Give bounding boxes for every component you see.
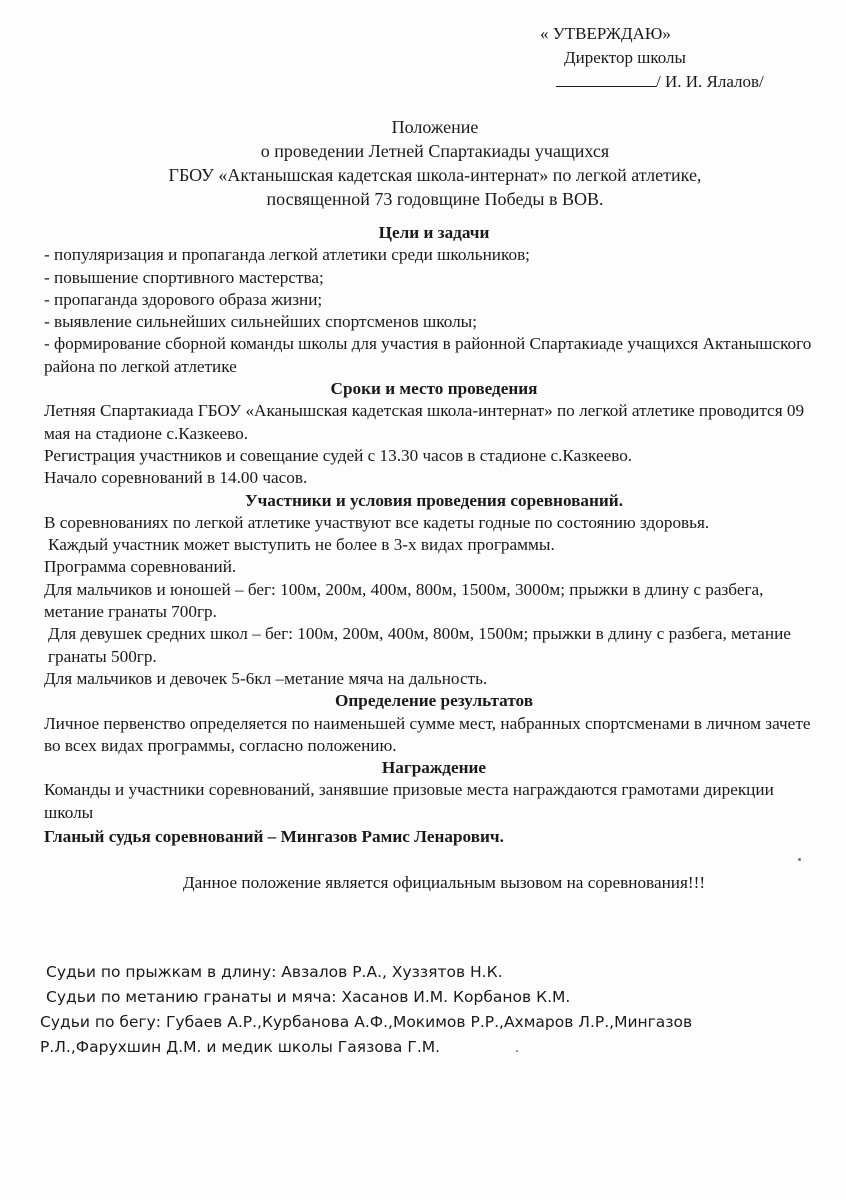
document-body xyxy=(44,222,824,895)
approval-signature xyxy=(530,70,764,94)
judges-running: Судьи по бегу: Губаев А.Р.,Курбанова А.Ф.,Мокимов Р.Р.,Ахмаров Л.Р.,Мингазов Р.Л.,Фарухшин Д.М. и медик школы Гаязова Г.М. xyxy=(40,1013,693,1056)
approval-name: / И. И. Ялалов/ xyxy=(656,72,764,91)
judges-long-jump: Судьи по прыжкам в длину: Авзалов Р.А., Хуззятов Н.К. xyxy=(46,963,503,981)
schedule-paragraph: Летняя Спартакиада ГБОУ «Аканышская кадетская школа-интернат» по легкой атлетике проводится 09 мая на стадионе с.Казкеево. xyxy=(44,401,805,443)
participants-paragraph: Для девушек средних школ – бег: 100м, 200м, 400м, 800м, 1500м; прыжки в длину с разбега, метание гранаты 500гр. xyxy=(48,624,791,666)
title-line-4: посвященной 73 годовщине Победы в ВОВ. xyxy=(266,189,604,209)
scan-speck xyxy=(516,1050,518,1052)
document-title xyxy=(40,115,830,211)
results-paragraph: Личное первенство определяется по наименьшей сумме мест, набранных спортсменами в личном зачете во всех видах программы, согласно положению. xyxy=(44,713,811,755)
section-heading-goals: Цели и задачи xyxy=(378,223,490,242)
awards-paragraph: Команды и участники соревнований, занявшие призовые места награждаются грамотами дирекции школы xyxy=(44,780,774,822)
section-heading-awards: Награждение xyxy=(381,758,487,778)
title-line-2: о проведении Летней Спартакиады учащихся xyxy=(260,141,610,161)
section-heading-schedule: Сроки и место проведения xyxy=(330,379,538,399)
goal-item: - выявление сильнейших сильнейших спортсменов школы; xyxy=(44,312,478,332)
title-line-1: Положение xyxy=(391,117,479,137)
approval-position: Директор школы xyxy=(564,48,686,67)
participants-paragraph: Программа соревнований. xyxy=(44,557,237,577)
goal-item: - популяризация и пропаганда легкой атлетики среди школьников; xyxy=(44,245,530,265)
approval-title: « УТВЕРЖДАЮ» xyxy=(540,24,671,43)
title-line-3: ГБОУ «Актанышская кадетская школа-интернат» по легкой атлетике, xyxy=(168,165,702,185)
section-heading-participants: Участники и условия проведения соревнований. xyxy=(244,490,624,510)
participants-paragraph: Для мальчиков и девочек 5-6кл –метание мяча на дальность. xyxy=(44,668,488,688)
participants-paragraph: Каждый участник может выступить не более в 3-х видах программы. xyxy=(48,535,555,555)
judges-list xyxy=(40,960,800,1060)
approval-stamp xyxy=(530,22,764,94)
goal-item: - формирование сборной команды школы для участия в районной Спартакиаде учащихся Актанышского района по легкой атлетике xyxy=(44,334,812,376)
participants-paragraph: В соревнованиях по легкой атлетике участвуют все кадеты годные по состоянию здоровья. xyxy=(44,512,710,532)
section-heading-results: Определение результатов xyxy=(335,691,533,711)
scan-speck xyxy=(798,858,801,861)
signature-line xyxy=(556,72,656,87)
participants-paragraph: Для мальчиков и юношей – бег: 100м, 200м, 400м, 800м, 1500м, 3000м; прыжки в длину с разбега, метание гранаты 700гр. xyxy=(44,579,764,622)
schedule-paragraph: Регистрация участников и совещание судей с 13.30 часов в стадионе с.Казкеево. xyxy=(44,445,633,465)
official-call: Данное положение является официальным вызовом на соревнования!!! xyxy=(182,873,706,893)
judges-throwing: Судьи по метанию гранаты и мяча: Хасанов И.М. Корбанов К.М. xyxy=(46,988,571,1006)
chief-judge: Гланый судья соревнований – Мингазов Рамис Ленарович. xyxy=(44,827,504,847)
goal-item: - пропаганда здорового образа жизни; xyxy=(44,289,323,309)
goal-item: - повышение спортивного мастерства; xyxy=(44,267,324,287)
schedule-paragraph: Начало соревнований в 14.00 часов. xyxy=(44,468,308,488)
